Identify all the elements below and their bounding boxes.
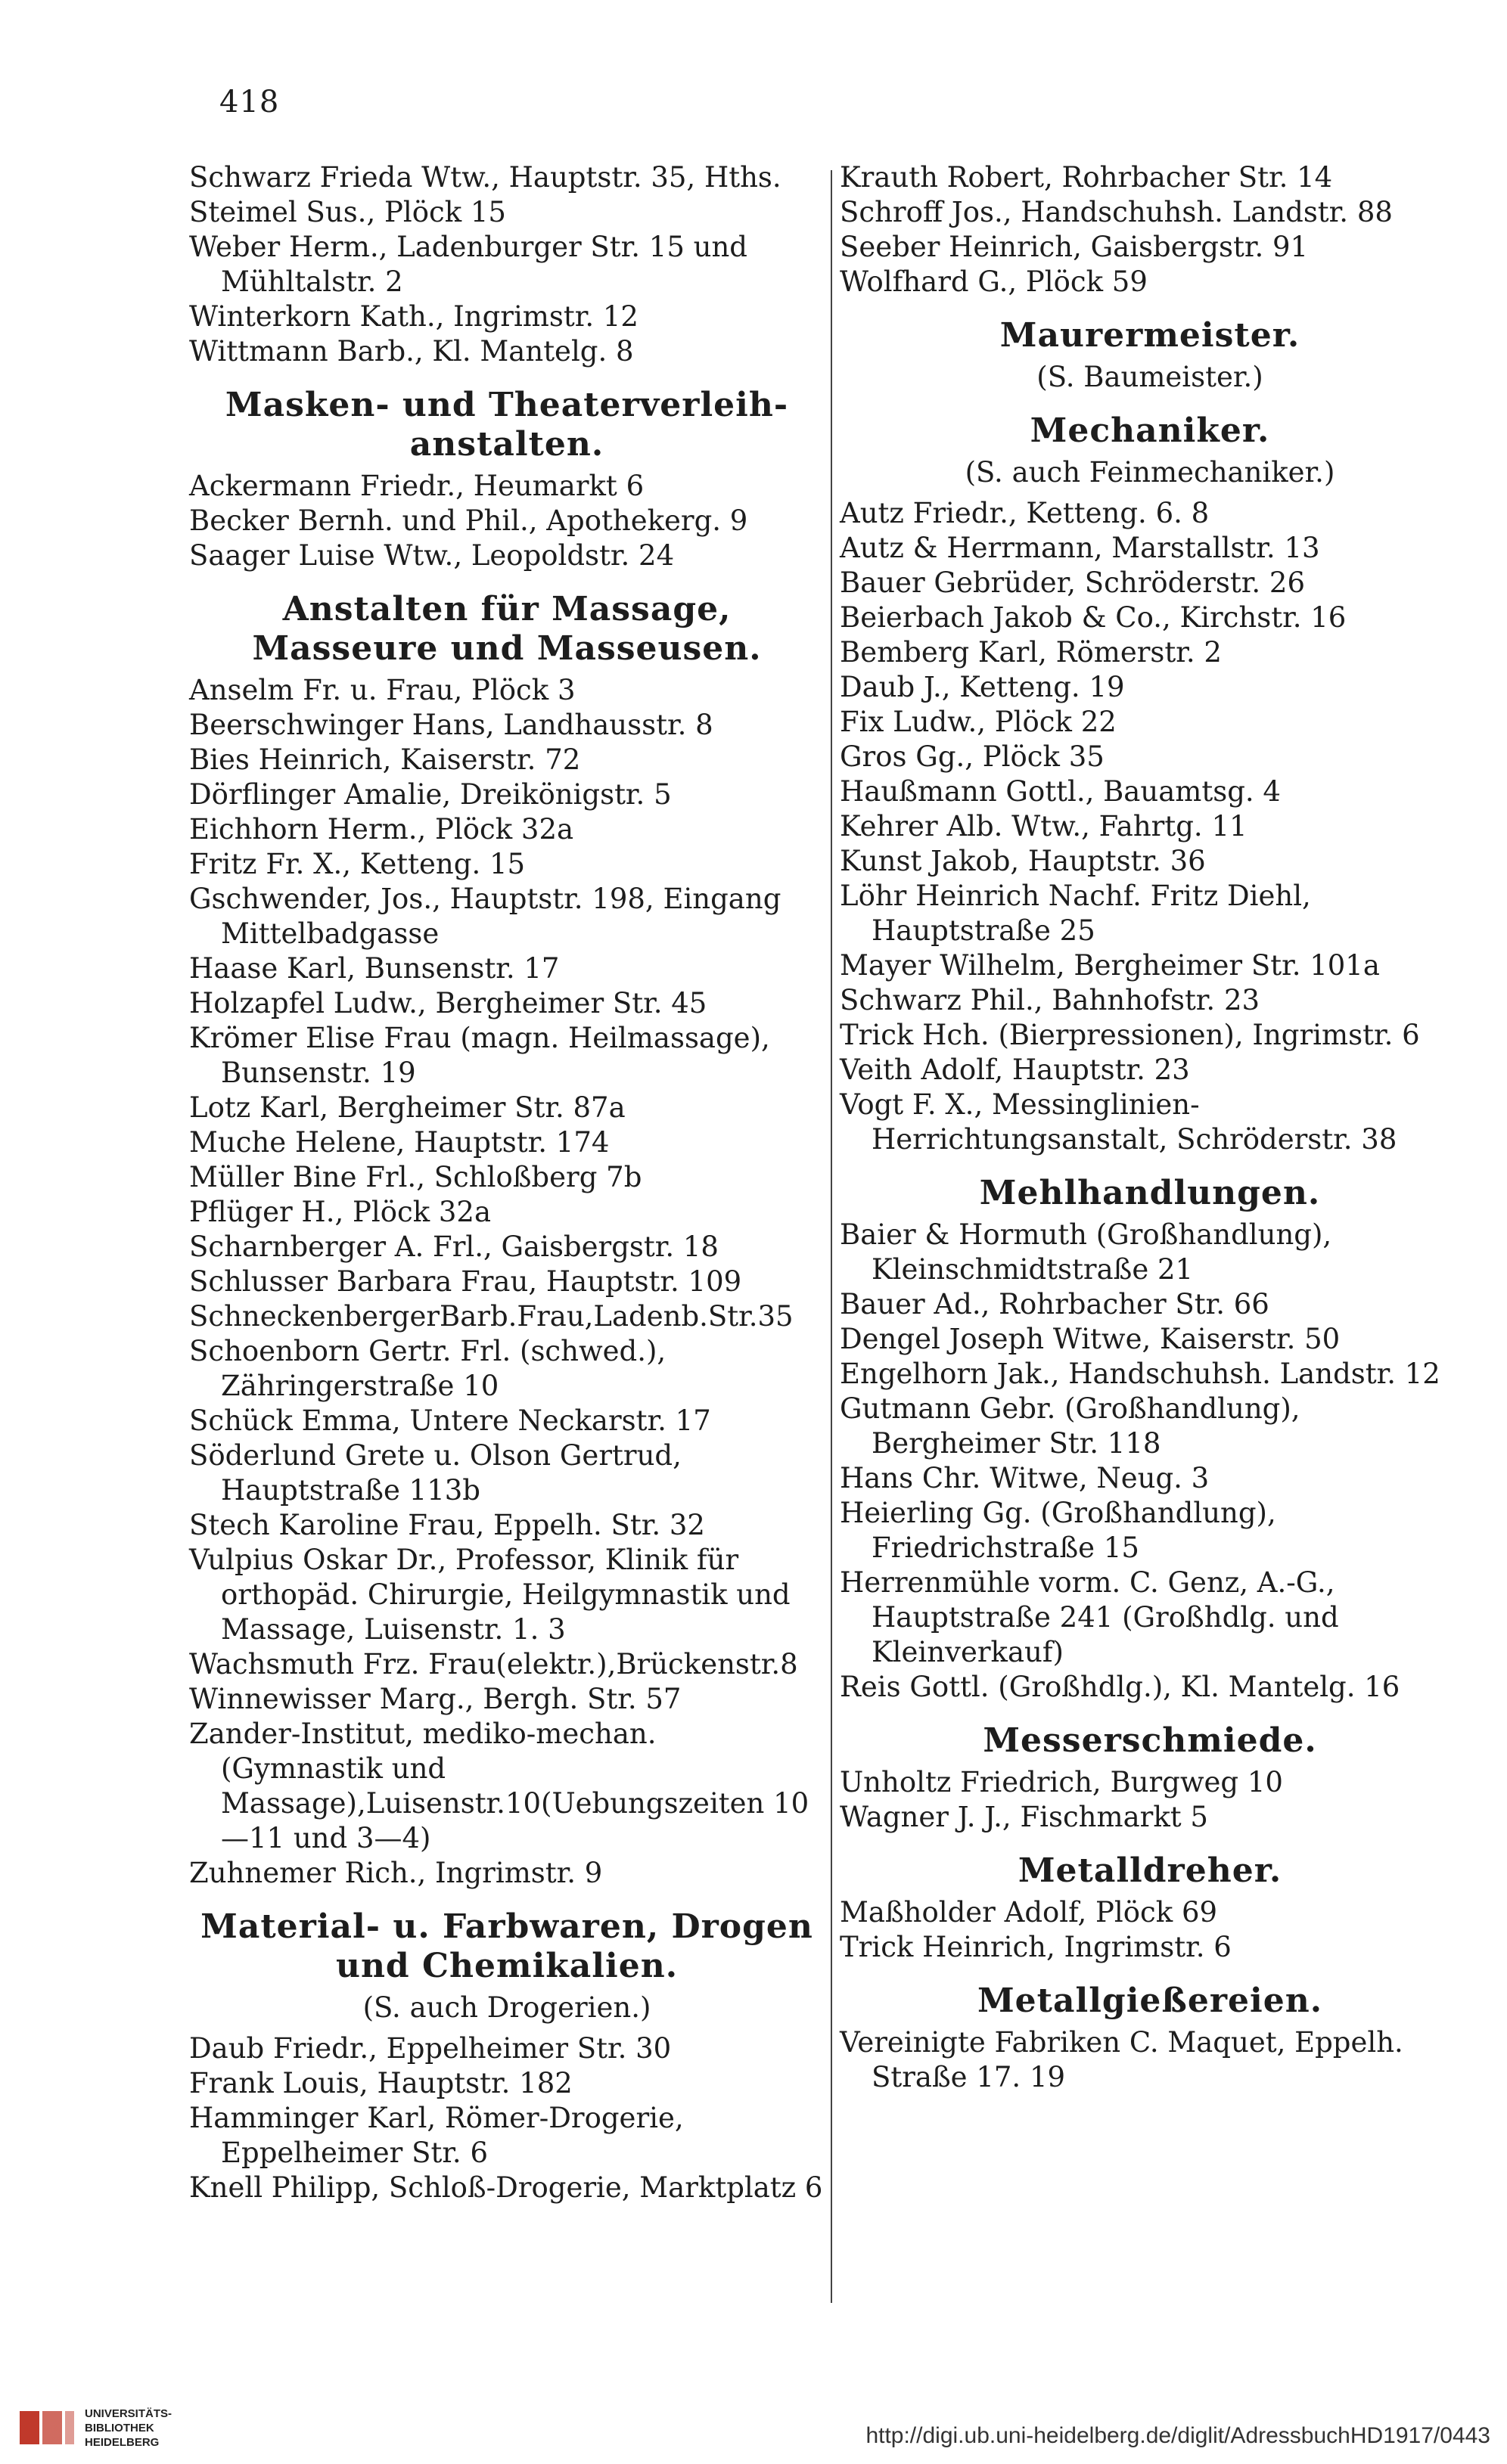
section-note: (S. Baumeister.) bbox=[1036, 361, 1263, 393]
logo-line: BIBLIOTHEK bbox=[85, 2422, 154, 2435]
directory-entry: Trick Heinrich, Ingrimstr. 6 bbox=[840, 1931, 1232, 1963]
library-logo-icon[interactable] bbox=[17, 2407, 77, 2449]
directory-entry: Wolfhard G., Plöck 59 bbox=[840, 265, 1148, 298]
footer bbox=[0, 2390, 1507, 2464]
section-heading: Material- u. Farbwaren, Drogen und Chemikalien. bbox=[200, 1907, 813, 1985]
directory-entry: Engelhorn Jak., Handschuhsh. Landstr. 12 bbox=[840, 1358, 1440, 1390]
directory-entry: Maßholder Adolf, Plöck 69 bbox=[840, 1896, 1218, 1929]
directory-entry: Beierbach Jakob & Co., Kirchstr. 16 bbox=[840, 601, 1347, 634]
directory-entry: Krauth Robert, Rohrbacher Str. 14 bbox=[840, 161, 1333, 194]
directory-entry: Müller Bine Frl., Schloßberg 7b bbox=[189, 1161, 642, 1193]
section-heading: Anstalten für Massage, Masseure und Masseusen. bbox=[252, 590, 762, 668]
directory-entry: Mayer Wilhelm, Bergheimer Str. 101a bbox=[840, 949, 1380, 982]
directory-entry: Autz Friedr., Ketteng. 6. 8 bbox=[840, 497, 1210, 529]
directory-entry: Schroff Jos., Handschuhsh. Landstr. 88 bbox=[840, 196, 1393, 228]
directory-entry: Gutmann Gebr. (Großhandlung), Bergheimer Str. 118 bbox=[840, 1392, 1300, 1460]
logo-line: HEIDELBERG bbox=[85, 2436, 160, 2449]
section-heading: Mechaniker. bbox=[1030, 411, 1270, 450]
directory-entry: Zuhnemer Rich., Ingrimstr. 9 bbox=[189, 1857, 603, 1889]
directory-entry: Heierling Gg. (Großhandlung), Friedrichstraße 15 bbox=[840, 1497, 1276, 1564]
source-url-link[interactable]: http://digi.ub.uni-heidelberg.de/diglit/AdressbuchHD1917/0443 bbox=[865, 2423, 1490, 2448]
directory-entry: Eichhorn Herm., Plöck 32a bbox=[189, 813, 574, 846]
directory-entry: Winnewisser Marg., Bergh. Str. 57 bbox=[189, 1683, 682, 1715]
directory-entry: Bauer Ad., Rohrbacher Str. 66 bbox=[840, 1288, 1269, 1320]
directory-entry: Gschwender, Jos., Hauptstr. 198, Eingang Mittelbadgasse bbox=[189, 883, 781, 950]
directory-entry: Baier & Hormuth (Großhandlung), Kleinschmidtstraße 21 bbox=[840, 1218, 1332, 1286]
directory-entry: Stech Karoline Frau, Eppelh. Str. 32 bbox=[189, 1509, 705, 1541]
directory-entry: Fritz Fr. X., Ketteng. 15 bbox=[189, 848, 526, 880]
directory-entry: Schoenborn Gertr. Frl. (schwed.), Zähringerstraße 10 bbox=[189, 1335, 666, 1402]
directory-entry: Dörflinger Amalie, Dreikönigstr. 5 bbox=[189, 778, 672, 811]
directory-entry: Wittmann Barb., Kl. Mantelg. 8 bbox=[189, 335, 634, 368]
library-logo-text bbox=[85, 2407, 172, 2450]
directory-entry: Unholtz Friedrich, Burgweg 10 bbox=[840, 1766, 1283, 1798]
directory-entry: Steimel Sus., Plöck 15 bbox=[189, 196, 506, 228]
directory-entry: Dengel Joseph Witwe, Kaiserstr. 50 bbox=[840, 1323, 1341, 1355]
directory-entry: Hans Chr. Witwe, Neug. 3 bbox=[840, 1462, 1210, 1494]
directory-entry: Bies Heinrich, Kaiserstr. 72 bbox=[189, 743, 581, 776]
logo-line: UNIVERSITÄTS- bbox=[85, 2407, 172, 2420]
directory-entry: Vereinigte Fabriken C. Maquet, Eppelh. Straße 17. 19 bbox=[840, 2026, 1403, 2093]
directory-entry: Holzapfel Ludw., Bergheimer Str. 45 bbox=[189, 987, 707, 1019]
directory-entry: Muche Helene, Hauptstr. 174 bbox=[189, 1126, 610, 1159]
directory-entry: Frank Louis, Hauptstr. 182 bbox=[189, 2067, 573, 2099]
directory-entry: Bauer Gebrüder, Schröderstr. 26 bbox=[840, 566, 1306, 599]
directory-entry: Schück Emma, Untere Neckarstr. 17 bbox=[189, 1404, 711, 1437]
directory-entry: Trick Hch. (Bierpressionen), Ingrimstr. 6 bbox=[840, 1019, 1420, 1051]
directory-entry: Winterkorn Kath., Ingrimstr. 12 bbox=[189, 300, 639, 333]
directory-entry: Wagner J. J., Fischmarkt 5 bbox=[840, 1801, 1208, 1833]
directory-entry: Weber Herm., Ladenburger Str. 15 und Mühltalstr. 2 bbox=[189, 231, 747, 298]
directory-entry: Haase Karl, Bunsenstr. 17 bbox=[189, 952, 560, 985]
directory-entry: Saager Luise Wtw., Leopoldstr. 24 bbox=[189, 539, 675, 572]
directory-entry: Schwarz Frieda Wtw., Hauptstr. 35, Hths. bbox=[189, 161, 781, 194]
directory-entry: Krömer Elise Frau (magn. Heilmassage), Bunsenstr. 19 bbox=[189, 1022, 770, 1089]
column-divider bbox=[831, 170, 832, 2303]
right-column bbox=[840, 160, 1460, 2095]
page-number: 418 bbox=[219, 85, 280, 119]
directory-entry: Lotz Karl, Bergheimer Str. 87a bbox=[189, 1091, 626, 1124]
directory-entry: Söderlund Grete u. Olson Gertrud, Hauptstraße 113b bbox=[189, 1439, 682, 1507]
directory-entry: Wachsmuth Frz. Frau(elektr.),Brückenstr.8 bbox=[189, 1648, 798, 1680]
directory-entry: Seeber Heinrich, Gaisbergstr. 91 bbox=[840, 231, 1309, 263]
directory-entry: Veith Adolf, Hauptstr. 23 bbox=[840, 1054, 1190, 1086]
directory-entry: Schlusser Barbara Frau, Hauptstr. 109 bbox=[189, 1265, 742, 1298]
directory-entry: Hamminger Karl, Römer-Drogerie, Eppelheimer Str. 6 bbox=[189, 2102, 684, 2169]
section-heading: Metallgießereien. bbox=[977, 1981, 1323, 2020]
directory-entry: Kehrer Alb. Wtw., Fahrtg. 11 bbox=[840, 810, 1248, 843]
directory-entry: Becker Bernh. und Phil., Apothekerg. 9 bbox=[189, 504, 748, 537]
directory-entry: Scharnberger A. Frl., Gaisbergstr. 18 bbox=[189, 1230, 719, 1263]
directory-entry: SchneckenbergerBarb.Frau,Ladenb.Str.35 bbox=[189, 1300, 794, 1333]
directory-entry: Daub Friedr., Eppelheimer Str. 30 bbox=[189, 2032, 672, 2065]
directory-entry: Reis Gottl. (Großhdlg.), Kl. Mantelg. 16 bbox=[840, 1671, 1400, 1703]
directory-entry: Pflüger H., Plöck 32a bbox=[189, 1196, 492, 1228]
section-note: (S. auch Feinmechaniker.) bbox=[965, 456, 1335, 489]
directory-entry: Zander-Institut, mediko-mechan. (Gymnastik und Massage),Luisenstr.10(Uebungszeiten 10—11 und 3—4) bbox=[189, 1718, 809, 1854]
section-heading: Messerschmiede. bbox=[983, 1721, 1317, 1760]
directory-entry: Anselm Fr. u. Frau, Plöck 3 bbox=[189, 674, 576, 706]
directory-entry: Ackermann Friedr., Heumarkt 6 bbox=[189, 470, 645, 502]
directory-entry: Vogt F. X., Messinglinien-Herrichtungsanstalt, Schröderstr. 38 bbox=[840, 1088, 1397, 1156]
section-heading: Masken- und Theaterverleih-anstalten. bbox=[225, 386, 789, 464]
section-heading: Mehlhandlungen. bbox=[979, 1174, 1321, 1212]
directory-entry: Fix Ludw., Plöck 22 bbox=[840, 706, 1117, 738]
directory-entry: Knell Philipp, Schloß-Drogerie, Marktplatz 6 bbox=[189, 2171, 823, 2204]
section-note: (S. auch Drogerien.) bbox=[362, 1991, 651, 2024]
left-column bbox=[189, 160, 825, 2205]
directory-entry: Autz & Herrmann, Marstallstr. 13 bbox=[840, 532, 1320, 564]
directory-entry: Löhr Heinrich Nachf. Fritz Diehl, Hauptstraße 25 bbox=[840, 880, 1311, 947]
directory-entry: Schwarz Phil., Bahnhofstr. 23 bbox=[840, 984, 1260, 1016]
directory-entry: Bemberg Karl, Römerstr. 2 bbox=[840, 636, 1222, 669]
directory-entry: Beerschwinger Hans, Landhausstr. 8 bbox=[189, 709, 713, 741]
section-heading: Maurermeister. bbox=[999, 316, 1300, 355]
directory-entry: Gros Gg., Plöck 35 bbox=[840, 740, 1105, 773]
directory-entry: Vulpius Oskar Dr., Professor, Klinik für orthopäd. Chirurgie, Heilgymnastik und Massage, Luisenstr. 1. 3 bbox=[189, 1544, 791, 1646]
directory-entry: Kunst Jakob, Hauptstr. 36 bbox=[840, 845, 1206, 877]
directory-entry: Daub J., Ketteng. 19 bbox=[840, 671, 1125, 703]
directory-entry: Haußmann Gottl., Bauamtsg. 4 bbox=[840, 775, 1281, 808]
directory-entry: Herrenmühle vorm. C. Genz, A.-G., Hauptstraße 241 (Großhdlg. und Kleinverkauf) bbox=[840, 1566, 1339, 1668]
section-heading: Metalldreher. bbox=[1018, 1851, 1282, 1890]
